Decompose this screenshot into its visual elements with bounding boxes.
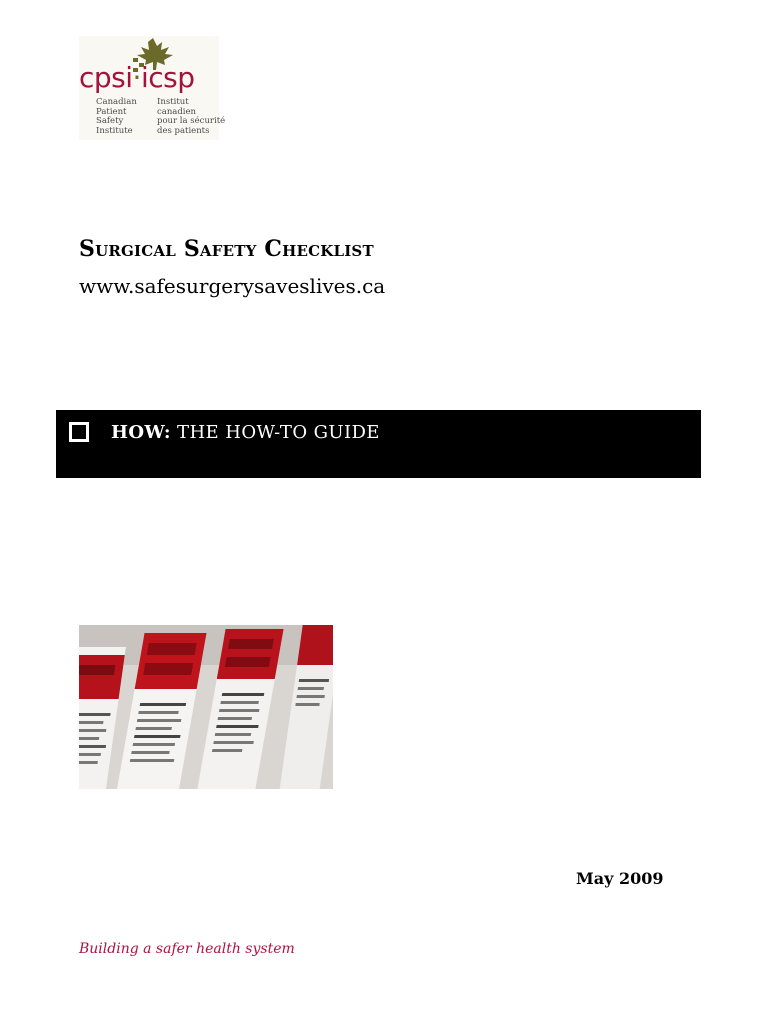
banner-label-bold: HOW: [111, 422, 171, 443]
logo-wordmark-en: cpsi [79, 61, 133, 94]
website-url[interactable]: www.safesurgerysaveslives.ca [79, 274, 386, 298]
logo-name-french: Institut canadien pour la sécurité des patients [157, 97, 226, 136]
logo-wordmark: cpsi·icsp [79, 61, 195, 94]
checkbox-icon [69, 422, 89, 442]
logo-name-english: Canadian Patient Safety Institute [96, 97, 137, 136]
publication-date: May 2009 [576, 869, 664, 888]
logo-wordmark-fr: icsp [140, 61, 195, 94]
section-banner [56, 410, 701, 478]
banner-label-rest: THE HOW-TO GUIDE [170, 422, 380, 443]
tagline: Building a safer health system [79, 941, 295, 957]
checklist-cards-photo [79, 625, 333, 789]
document-title: Surgical Safety Checklist [79, 236, 374, 262]
cpsi-logo [79, 36, 226, 140]
banner-heading [111, 422, 380, 443]
